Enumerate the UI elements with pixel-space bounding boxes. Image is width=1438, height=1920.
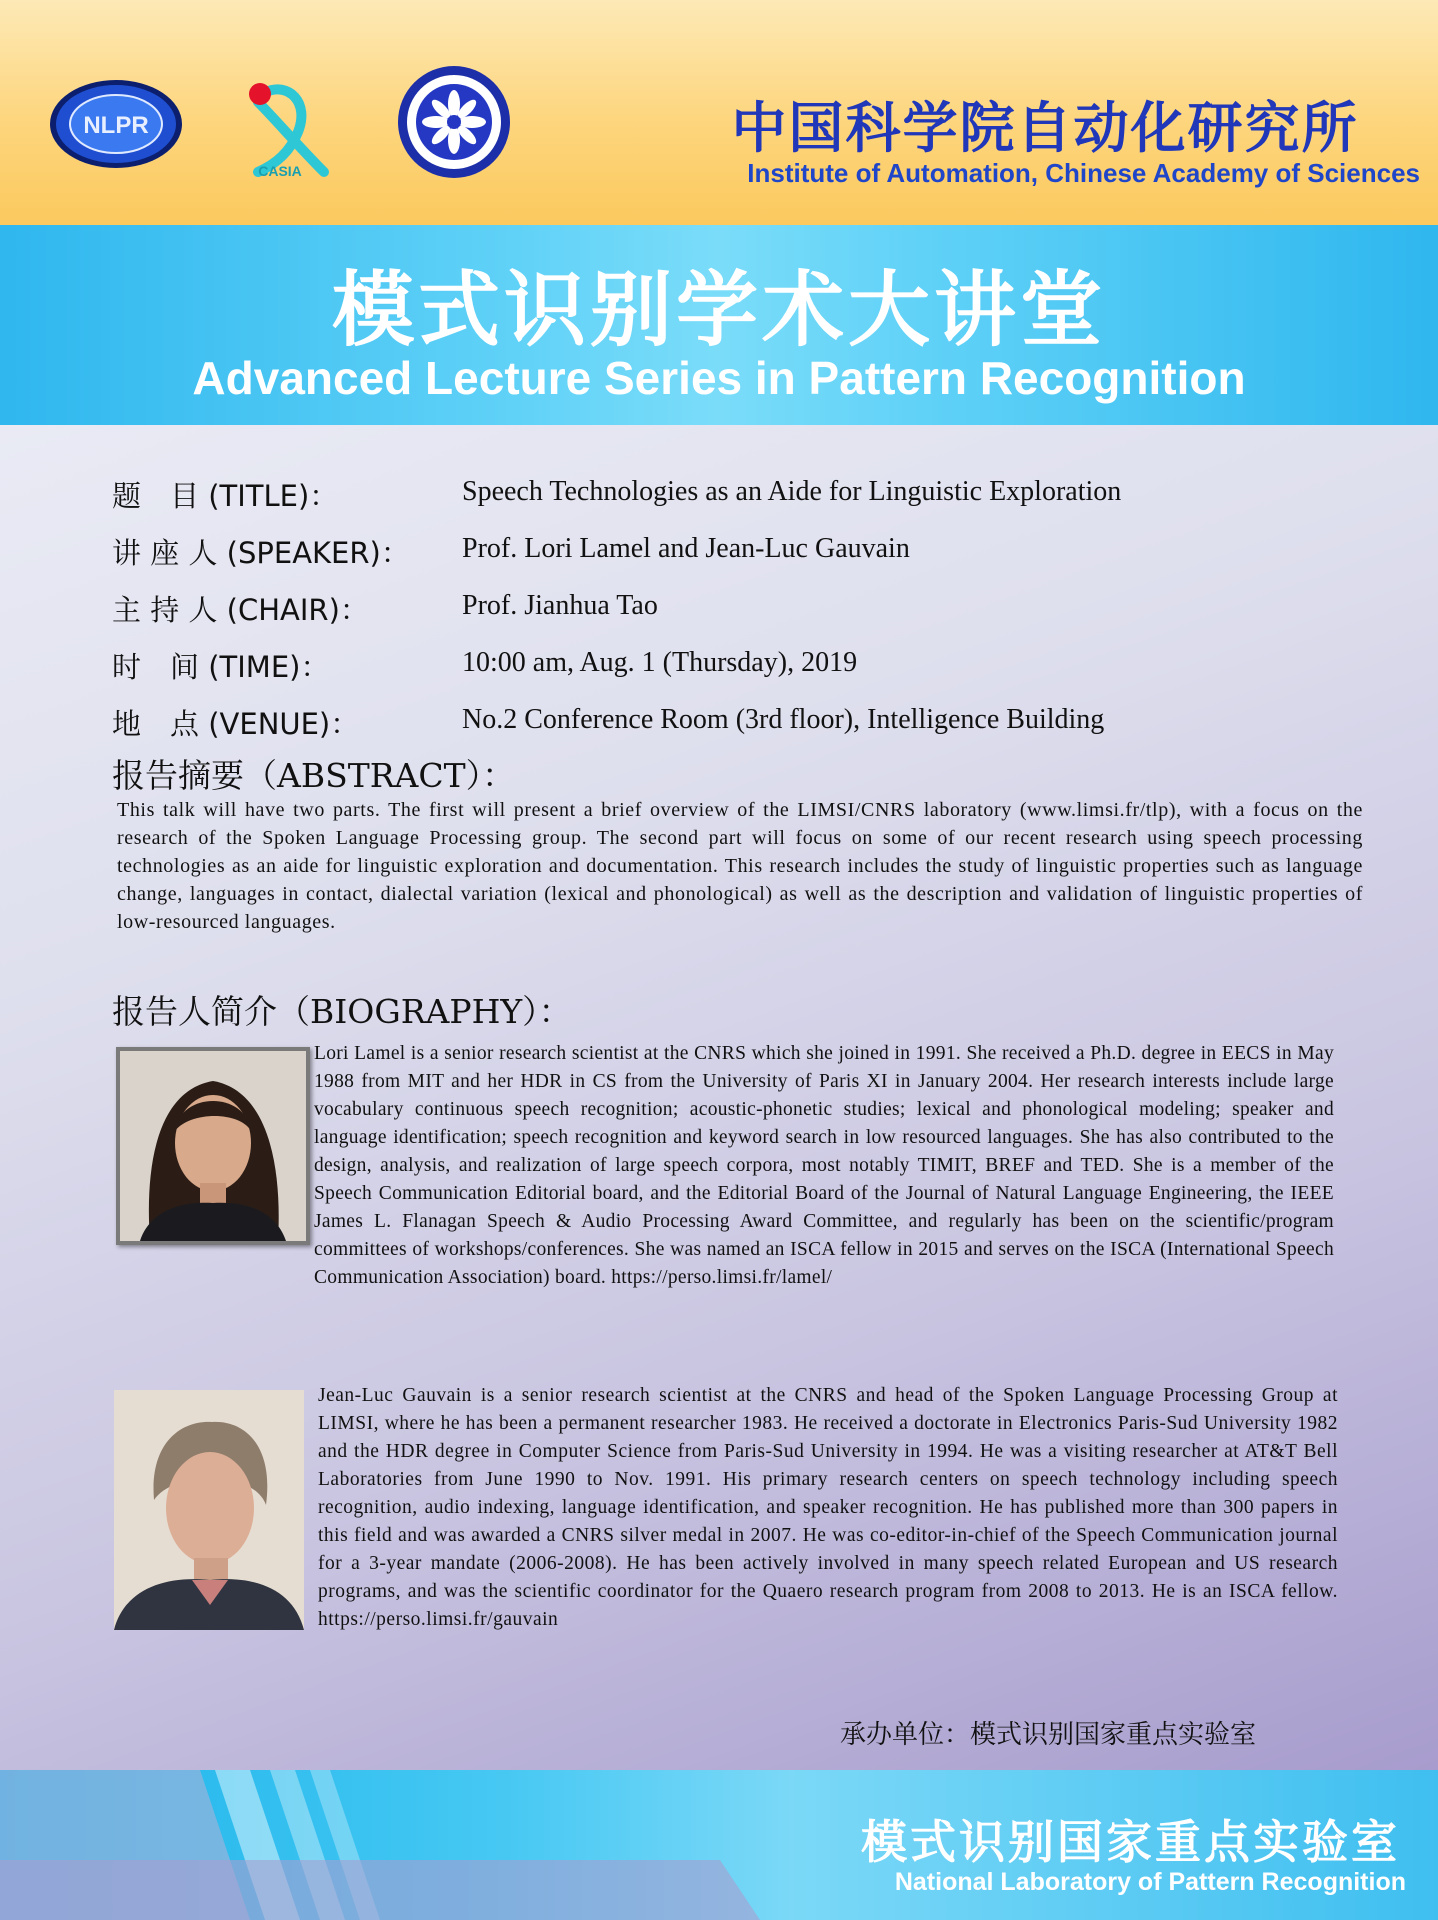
info-row-venue: [112, 702, 1412, 752]
venue-value: No.2 Conference Room (3rd floor), Intelligence Building: [462, 704, 1105, 735]
biography-gauvain: Jean-Luc Gauvain is a senior research scientist at the CNRS and head of the Spoken Language Processing Group at LIMSI, where he has been a permanent researcher 1983. He received a doctorate in Electronics Paris-Sud University 1982 and the HDR degree in Computer Science from Paris-Sud University in 1994. He was a visiting researcher at AT&T Bell Laboratories from June 1990 to Nov. 1991. His primary research centers on speech technology including speech recognition, audio indexing, language identification, and speaker recognition. He has published more than 300 papers in this field and was awarded a CNRS silver medal in 2007. He was co-editor-in-chief of the Speech Communication journal for a 3-year mandate (2006-2008). He has been actively involved in many speech related European and US research programs, and was the scientific coordinator for the Quaero research program from 2008 to 2013. He is an ISCA fellow. https://perso.limsi.fr/gauvain: [318, 1385, 1338, 1630]
abstract-text: This talk will have two parts. The first will present a brief overview of the LIMSI/CNRS laboratory (www.limsi.fr/tlp), with a focus on the research of the Spoken Language Processing group. The second part will focus on some of our recent research using speech processing technologies as an aide for linguistic exploration and documentation. This research includes the study of linguistic properties such as language change, languages in contact, dialectal variation (lexical and phonological) as well as the description and validation of linguistic properties of low-resourced languages.: [117, 799, 1363, 933]
time-label: 时 间 (TIME)：: [112, 650, 330, 684]
lab-name-chinese: 模式识别国家重点实验室: [861, 1815, 1400, 1869]
info-row-time: [112, 645, 1412, 695]
header-band: [0, 0, 1438, 225]
institute-name-chinese: 中国科学院自动化研究所: [731, 96, 1359, 160]
abstract-heading: 报告摘要（ABSTRACT）：: [112, 756, 516, 795]
nlpr-logo: [48, 78, 184, 170]
series-title-chinese: 模式识别学术大讲堂: [331, 263, 1106, 358]
series-title-english: Advanced Lecture Series in Pattern Recognition: [192, 352, 1246, 404]
biography-heading: 报告人简介（BIOGRAPHY）：: [112, 992, 572, 1031]
speaker-photo-gauvain: [114, 1390, 304, 1630]
chair-value: Prof. Jianhua Tao: [462, 590, 658, 621]
info-row-chair: [112, 588, 1412, 638]
title-label: 题 目 (TITLE)：: [112, 479, 339, 513]
casia-logo: [228, 72, 338, 180]
lab-name-english: National Laboratory of Pattern Recognition: [894, 1868, 1406, 1896]
info-row-title: [112, 474, 1412, 524]
institute-name-english: Institute of Automation, Chinese Academy of Sciences: [747, 158, 1420, 188]
lecture-series-banner: [0, 225, 1438, 425]
svg-text:CASIA: CASIA: [258, 163, 302, 179]
organizer-note: 承办单位：模式识别国家重点实验室: [840, 1720, 1257, 1750]
title-value: Speech Technologies as an Aide for Linguistic Exploration: [462, 476, 1122, 507]
svg-text:NLPR: NLPR: [83, 112, 149, 139]
time-value: 10:00 am, Aug. 1 (Thursday), 2019: [462, 647, 858, 678]
info-row-speaker: [112, 531, 1412, 581]
chair-label: 主 持 人 (CHAIR)：: [112, 593, 369, 627]
venue-label: 地 点 (VENUE)：: [112, 707, 360, 741]
cas-logo: [396, 64, 512, 180]
biography-lamel: Lori Lamel is a senior research scientist at the CNRS which she joined in 1991. She received a Ph.D. degree in EECS in May 1988 from MIT and her HDR in CS from the University of Paris XI in January 2004. Her research interests include large vocabulary continuous speech recognition; acoustic-phonetic studies; lexical and phonological modeling; speaker and language identification; speech recognition and keyword search in low resourced languages. She has also contributed to the design, analysis, and realization of large speech corpora, most notably TIMIT, BREF and TED. She is a member of the Speech Communication Editorial board, and the Editorial Board of the Journal of Natural Language Engineering, the IEEE James L. Flanagan Speech & Audio Processing Award Committee, and regularly has been on the scientific/program committees of workshops/conferences. She was named an ISCA fellow in 2015 and serves on the ISCA (International Speech Communication Association) board. https://perso.limsi.fr/lamel/: [314, 1043, 1334, 1288]
footer-band: [0, 1770, 1438, 1920]
speaker-photo-lamel: [116, 1047, 310, 1245]
speaker-value: Prof. Lori Lamel and Jean-Luc Gauvain: [462, 533, 910, 564]
speaker-label: 讲 座 人 (SPEAKER)：: [112, 536, 410, 570]
